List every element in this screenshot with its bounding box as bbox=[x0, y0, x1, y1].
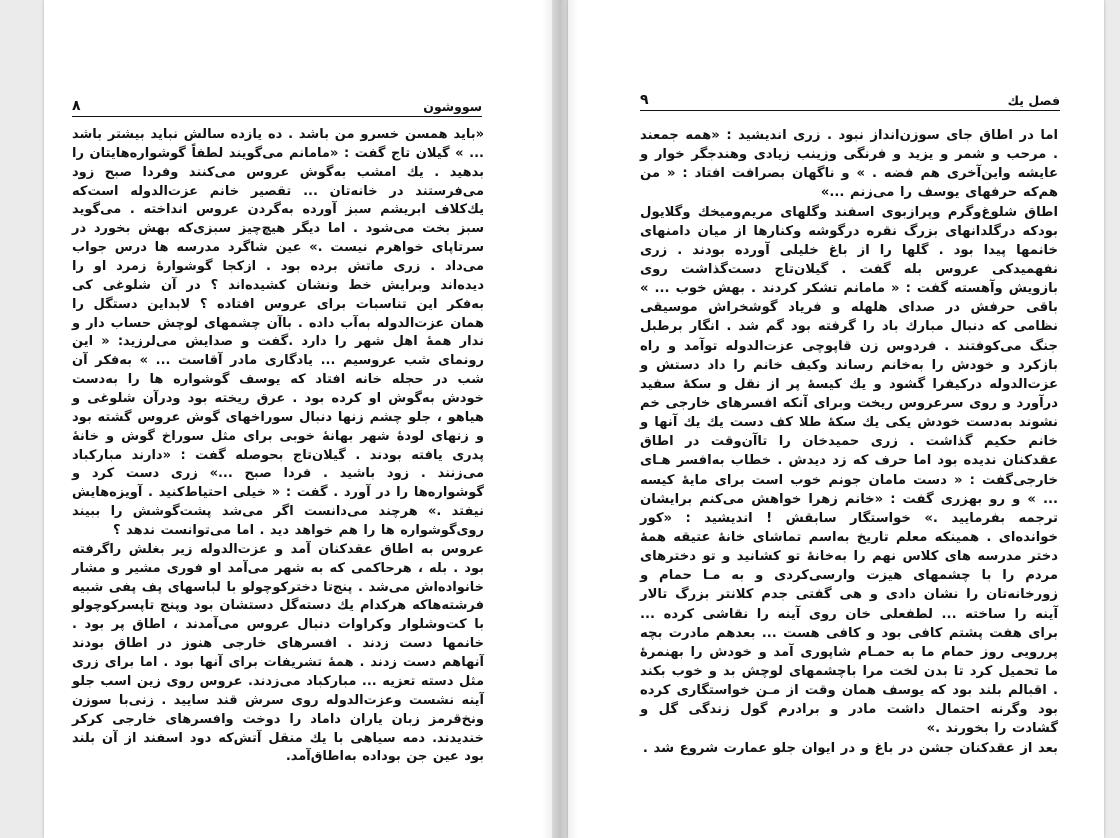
running-header bbox=[72, 98, 482, 117]
running-header bbox=[640, 92, 1060, 111]
page-number: ۸ bbox=[72, 98, 81, 114]
page-body bbox=[640, 126, 1058, 758]
page-edge-shadow bbox=[542, 0, 552, 838]
page-number: ۹ bbox=[640, 92, 649, 108]
running-title: فصل یك bbox=[1007, 93, 1060, 108]
page-body bbox=[72, 126, 484, 767]
running-title: سووشون bbox=[423, 99, 482, 114]
book-gutter bbox=[552, 0, 568, 838]
paragraph: بعد از عقدکنان جشن در باغ و در ایوان جلو عمارت شروع شد . bbox=[642, 740, 1058, 756]
page-edge-shadow bbox=[568, 0, 578, 838]
paragraph: اما در اطاق جای سوزن‌انداز نبود . زری اندیشید : «همه جمعند . مرحب و شمر و یزید و فرنگی وزینب زیادی وهندجگر خوار و عایشه واین‌آخری هم فضه . » و ناگهان بصرافت افتاد : « من هم‌که حرفهای یوسف را می‌زنم ...» bbox=[640, 128, 1058, 201]
paragraph: اطاق شلوغ‌وگرم وپرازبوی اسفند وگلهای مریم‌ومیخك وگلایول بودکه درگلدانهای بزرگ نقره درگوشه وکنارها از میان دامنهای خانمها پیدا بود . گلها را از باغ خلیلی آورده بودند . زری نفهمیدکی عروس بله گفت . گیلان‌تاج دست‌گذاشت روی بازویش وآهسته گفت : « مامانم تشکر کردند . بهش خوب ... » باقی حرفش در صدای هلهله و فریاد گوشخراش موسیقی نظامی که دنبال مبارك باد را گرفته بود گم شد . انگار برطبل جنگ می‌کوفتند . فردوس زن قاپوچی عزت‌الدوله تو‌آمد و راه بازکرد و خودش را به‌خانم رساند وکیف خانم را داد دستش و عزت‌الدوله درکیفرا گشود و یك کیسهٔ پر از نقل و سکهٔ سفید درآورد و روی سرعروس ریخت وبرای آنکه افسرهای خارجی خم نشوند به‌دست خودش یکی یك سکهٔ طلا کف دست یك یك آنها و خانم حکیم گذاشت . زری حمیدخان را تاآن‌وقت در اطاق عقدکنان ندیده بود اما حرف که زد دیدش . خطاب به‌افسر هـای خارجی‌گفت : « دست مامان جونم خوب است برای مایهٔ کیسه ... » و رو بهزری گفت : «خانم زهرا خواهش می‌کنم برایشان ترجمه بفرمایید .» خواستگار سابقش ! اندیشید : «کور خوانده‌ای . همینکه معلم تاریخ به‌اسم تماشای خانهٔ عتیقه همهٔ دختر مدرسه های کلاس نهم را به‌خانهٔ تو کشانید و تو دخترهای مردم را با چشمهای هیزت وارسی‌کردی و به مـا حمام و زورخانه‌تان را نشان دادی و هی گفتی جدم کلانتر بزرگ تالار آینه را ساخته ... لطفعلی خان روی آینه را نقاشی کرده ... برای هفت پشتم کافی بود و کافی هست ... بعدهم مادرت بچه پررویی روز حمام ما به حمـام شاپوری آمد و خودش را بهنمرهٔ ما تحمیل کرد تا بدن لخت مرا باچشمهای لوچش بد و خوب بکند . اقبالم بلند بود که یوسف همان وقت از مـن خواستگاری کرده بود وگرنه احتمال داشت مادر و برادرم گول زندگی گل و گشادت را بخورند .» bbox=[640, 204, 1058, 737]
left-page bbox=[44, 0, 552, 838]
paragraph: «باید همسن خسرو من باشد . ده یازده سالش نباید بیشتر باشد ... » گیلان تاج گفت : «مامانم می‌گویند لطفاً گوشواره‌هایتان را بدهید . یك امشب به‌گوش عروس می‌کنند وفردا صبح زود می‌فرستند در خانه‌تان ... تقصیر خانم عزت‌الدوله است‌که یك‌کلاف ابریشم سبز آورده به‌گردن عروس انداخته . می‌گوید سبز بخت می‌شود . اما دیگر هیچ‌چیز سبزی‌که بهش بخورد در سرتاپای خواهرم نیست .» عین شاگرد مدرسه ها درس جواب می‌داد . زری ماتش برده بود . ازکجا گوشوارهٔ زمرد او را دیده‌اند وبرایش خط ونشان کشیده‌اند ؟ در آن شلوغی کی به‌فکر این تناسبات برای عروس افتاده ؟ لابداین دستگل را همان عزت‌الدوله به‌آب داده . باآن چشمهای لوچش حساب دار و ندار همهٔ اهل شهر را دارد .گفت و صدایش می‌لرزید: « این رونمای شب عروسیم ... یادگاری مادر آقاست ... » به‌فکر آن شب در حجله خانه افتاد که یوسف گوشواره ها را به‌دست خودش به‌گوش او کرده بود . عرق ریخته بود ودرآن شلوغی و هیاهو ، جلو چشم زنها دنبال سوراخهای گوش عروس گشته بود و زنهای لودهٔ شهر بهانهٔ خوبی برای مثل سوراخ گوش و خانهٔ پدری یافته بودند . گیلان‌تاج بحوصله گفت : «دارند مبارکباد می‌زنند . زود باشید . فردا صبح ...» زری دست کرد و گوشواره‌ها را در آورد . گفت : « خیلی احتیاط‌کنید . آویزه‌هایش نیفتد .» هرچند می‌دانست اگر می‌شد پشت‌گوشش را ببیند روی‌گوشواره ها را هم خواهد دید . اما می‌توانست ندهد ؟ bbox=[72, 127, 484, 539]
right-page bbox=[568, 0, 1104, 838]
paragraph: عروس به اطاق عقدکنان آمد و عزت‌الدوله زیر بغلش راگرفته بود . بله ، هرحاکمی که به شهر می‌آمد او فوری مشیر و مشار خانواده‌اش می‌شد . پنج‌تا دخترکوچولو با لباسهای پف پفی شبیه فرشته‌هاکه هرکدام یك دسته‌گل دستشان بود وپنج تاپسرکوچولو با کت‌وشلوار وکراوات دنبال عروس می‌آمدند ، اطاق پر بود . خانمها دست زدند . افسرهای خارجی هنوز در اطاق بودند آنهاهم دست زدند . همهٔ تشریفات برای آنها بود . اما برای زری مثل دسته تعزیه ... مبارکباد می‌زدند. عروس روی زین اسب جلو آینه نشست وعزت‌الدوله روی سرش قند سایید . زنی‌با سوزن ونخ‌قرمز زبان یاران داماد را دوخت وافسرهای خارجی کرکر خندیدند. دمه سیاهی با یك منقل آتش‌که دود اسفند از آن بلند بود عین جن بوداده به‌اطاق‌آمد. bbox=[72, 541, 484, 765]
